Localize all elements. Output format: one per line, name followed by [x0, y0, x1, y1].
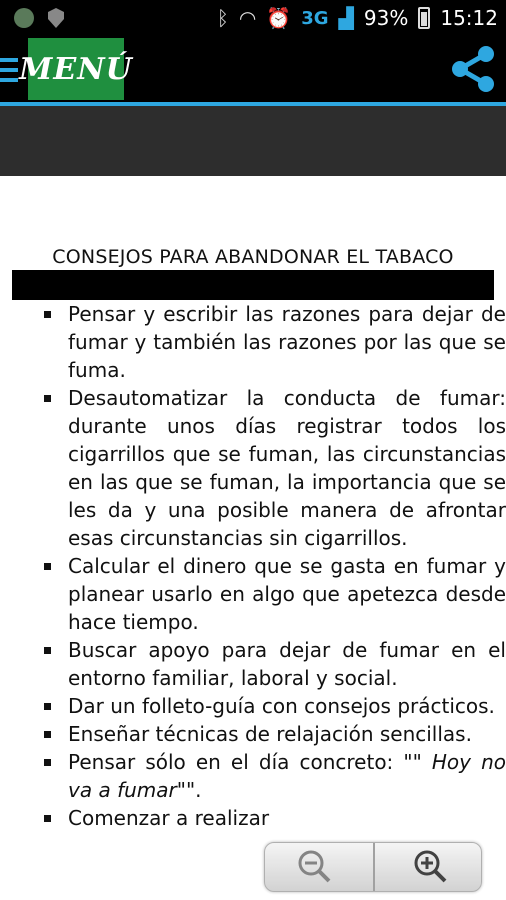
signal-icon: ▟: [338, 6, 354, 30]
share-icon[interactable]: [448, 44, 498, 94]
clock: 15:12: [440, 6, 498, 30]
hamburger-icon[interactable]: [0, 58, 18, 82]
menu-button[interactable]: MENÚ: [28, 38, 124, 100]
zoom-out-icon: [295, 847, 335, 887]
zoom-in-icon: [411, 847, 451, 887]
advice-list: [0, 300, 506, 832]
zoom-in-button[interactable]: [381, 845, 481, 889]
shield-icon: [48, 8, 64, 28]
battery-icon: [418, 7, 430, 29]
battery-percent: 93%: [363, 6, 409, 30]
app-notification-icon: [14, 8, 34, 28]
zoom-divider: [373, 843, 375, 891]
list-item: Desautomatizar la conducta de fumar: durante unos días registrar todos los cigarrillos que se fuman, las circunstancias en las que se fuman, la importancia que se les da y una posible manera de afrontar esas circunstancias sin cigarrillos.: [0, 384, 506, 552]
list-item: Enseñar técnicas de relajación sencillas.: [0, 720, 506, 748]
bluetooth-icon: ᛒ: [216, 6, 229, 30]
item-suffix: .: [195, 778, 202, 802]
redacted-bar: [12, 270, 494, 300]
alarm-icon: ⏰: [266, 6, 292, 30]
list-item: [0, 748, 506, 804]
zoom-out-button[interactable]: [265, 845, 365, 889]
zoom-control: [264, 842, 482, 892]
page-title: CONSEJOS PARA ABANDONAR EL TABACO: [52, 246, 454, 268]
action-bar: [0, 36, 506, 102]
notification-icons: [14, 8, 64, 28]
item-text: Pensar sólo en el día concreto:: [68, 750, 404, 774]
list-item: Buscar apoyo para dejar de fumar en el entorno familiar, laboral y social.: [0, 636, 506, 692]
banner-area: [0, 106, 506, 176]
item-quote: "" Hoy no va a fumar"": [68, 750, 506, 802]
headphones-icon: ◠: [238, 6, 257, 30]
list-item: Calcular el dinero que se gasta en fumar y planear usarlo en algo que apetezca desde hace tiempo.: [0, 552, 506, 636]
system-indicators: [217, 6, 498, 30]
network-type: 3G: [301, 7, 329, 29]
list-item: Dar un folleto-guía con consejos prácticos.: [0, 692, 506, 720]
status-bar: [0, 0, 506, 36]
list-item: Pensar y escribir las razones para dejar de fumar y también las razones por las que se fuma.: [0, 300, 506, 384]
list-item: Comenzar a realizar: [0, 804, 506, 832]
